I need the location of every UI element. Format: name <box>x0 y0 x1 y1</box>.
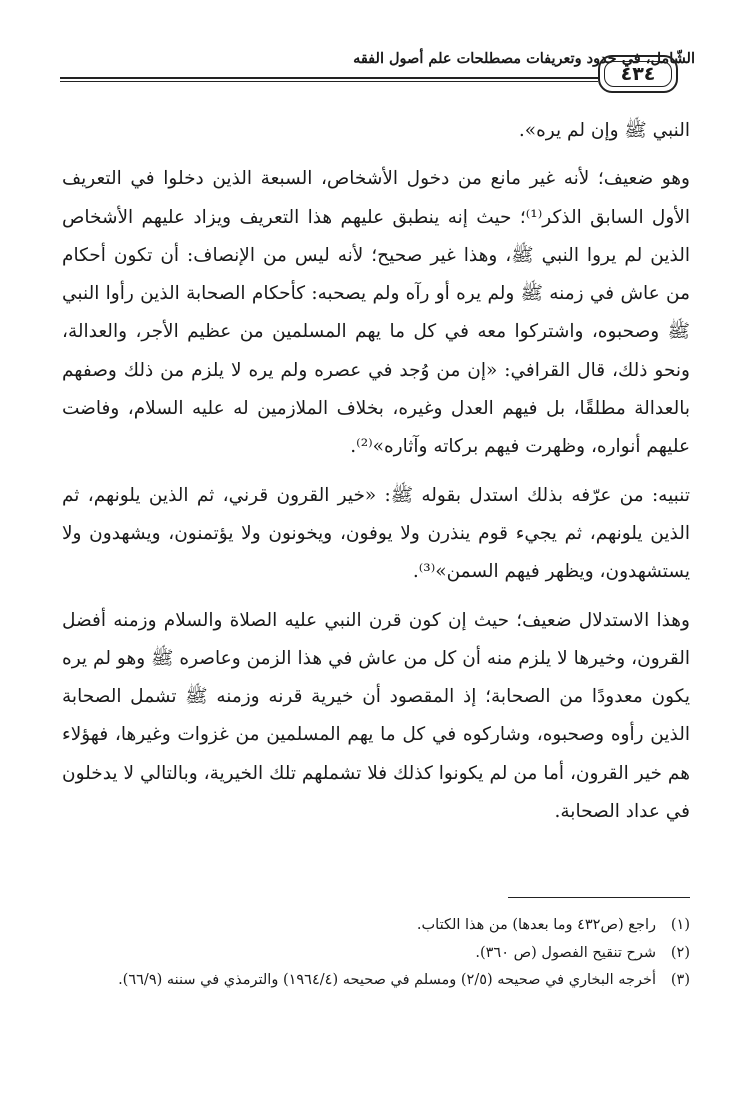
paragraph-continuation: النبي ﷺ وإن لم يره». <box>518 120 690 141</box>
footnote-number: (٢) <box>670 944 690 961</box>
paragraph-note: تنبيه: من عرّفه بذلك استدل بقوله ﷺ: «خير القرون قرني، ثم الذين يلونهم، ثم الذين يلونهم، ثم يجيء قوم ينذرن ولا يوفون، ويخونون ولا يؤتمنون، ويشهدون ولا يستشهدون، ويظهر فيهم السمن»⁽³⁾. <box>62 484 690 583</box>
paragraph-weakness: وهو ضعيف؛ لأنه غير مانع من دخول الأشخاص، السبعة الذين دخلوا في التعريف الأول السابق الذكر⁽¹⁾؛ حيث إنه ينطبق عليهم هذا التعريف ويزاد عليهم الأشخاص الذين لم يروا النبي ﷺ، وهذا غير صحيح؛ لأنه ليس من الإنصاف: أن تكون أحكام من عاش في زمنه ﷺ ولم يره أو رآه ولم يصحبه: كأحكام الصحابة الذين رأوا النبي ﷺ وصحبوه، واشتركوا معه في كل ما يهم المسلمين من عظيم الأجر، والعدالة، ونحو ذلك، قال القرافي: «إن من وُجد في عصره ولم يره لا يلزم من ذلك وصفهم بالعدالة مطلقًا، بل فيهم العدل وغيره، بخلاف الملازمين له عليه السلام، وفاضت عليهم أنواره، وظهرت فيهم بركاته وآثاره»⁽²⁾. <box>62 168 690 458</box>
header-rule <box>60 77 598 79</box>
footnote-text: أخرجه البخاري في صحيحه (٢/٥) ومسلم في صحيحه (١٩٦٤/٤) والترمذي في سننه (٦٦/٩). <box>118 972 656 988</box>
paragraph-argument: وهذا الاستدلال ضعيف؛ حيث إن كون قرن النبي عليه الصلاة والسلام وزمنه أفضل القرون، وخيرها لا يلزم منه أن كل من عاش في هذا الزمن وعاصره ﷺ وهو لم يره يكون معدودًا من الصحابة؛ إذ المقصود أن خيرية قرنه وزمنه ﷺ تشمل الصحابة الذين رأوه وصحبوه، وشاركوه في كل ما يهم المسلمين من غزوات وغيرها، فهؤلاء هم خير القرون، أما من لم يكونوا كذلك فلا تشملهم تلك الخيرية، وبالتالي لا يدخلون في عداد الصحابة. <box>62 609 690 823</box>
footnote-number: (١) <box>670 917 690 933</box>
page-number: ٤٣٤ <box>620 63 656 85</box>
page-number-frame <box>598 55 678 93</box>
footnote <box>62 912 690 940</box>
footnote <box>62 940 690 968</box>
footnote-text: راجع (ص٤٣٢ وما بعدها) من هذا الكتاب. <box>416 917 656 933</box>
running-header-title: الشّامل، في حدود وتعريفات مصطلحات علم أصول الفقه <box>353 50 695 67</box>
footnote-number: (٣) <box>670 972 690 988</box>
footnote-text: شرح تنقيح الفصول (ص ٣٦٠). <box>475 944 656 961</box>
footnote-separator <box>508 897 690 898</box>
footnote <box>62 967 690 995</box>
main-text <box>62 112 690 831</box>
header-rule-thin <box>60 81 598 82</box>
footnotes <box>62 912 690 995</box>
